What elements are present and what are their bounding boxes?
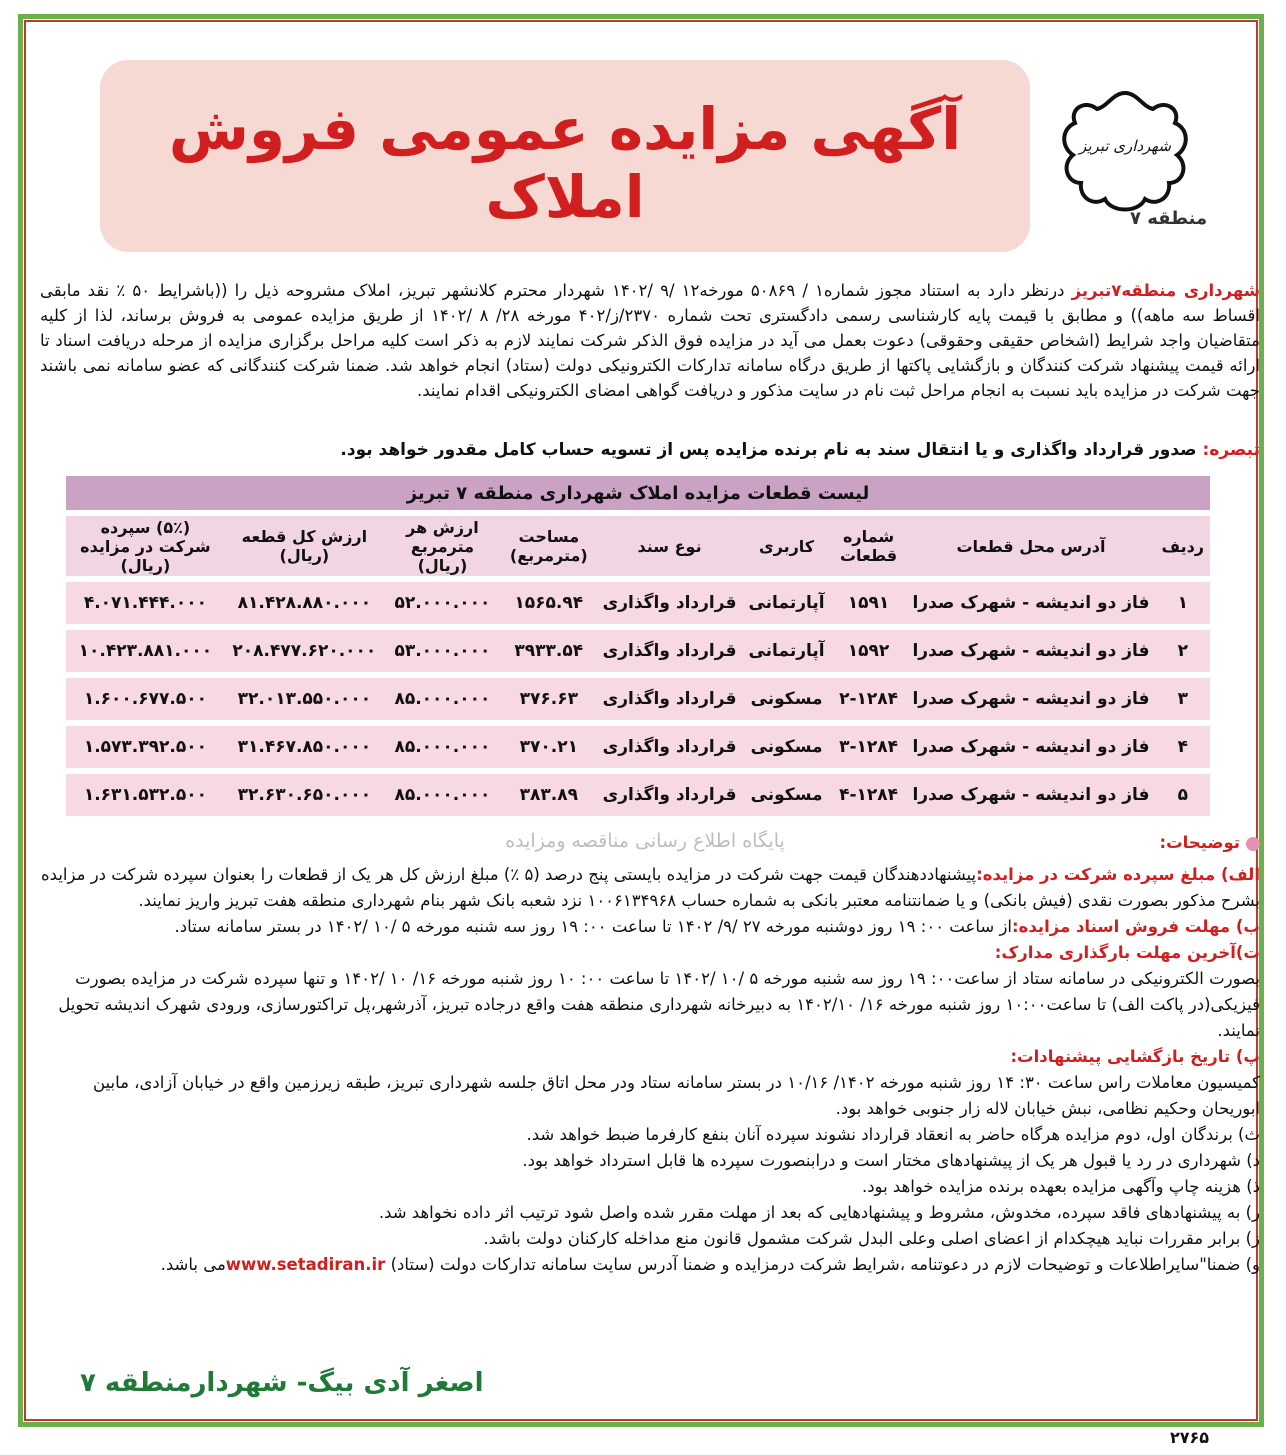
table-row — [66, 678, 1210, 720]
note-line — [40, 440, 1260, 460]
cell-usage: مسکونی — [742, 726, 830, 768]
cell-parcel-number: ۱۵۹۱ — [831, 582, 907, 624]
cell-total-value: ۳۲.۰۱۳.۵۵۰.۰۰۰ — [225, 678, 384, 720]
table-row — [66, 726, 1210, 768]
table-title: لیست قطعات مزایده املاک شهرداری منطقه ۷ تبریز — [66, 476, 1210, 510]
cell-area: ۳۹۳۳.۵۴ — [501, 630, 597, 672]
clause-a-label: الف) مبلغ سپرده شرکت در مزایده: — [976, 865, 1260, 884]
cell-area: ۱۵۶۵.۹۴ — [501, 582, 597, 624]
cell-row-number: ۲ — [1156, 630, 1210, 672]
descriptions-section — [40, 830, 1260, 1278]
cell-area: ۳۷۶.۶۳ — [501, 678, 597, 720]
cell-deposit: ۱.۵۷۳.۳۹۲.۵۰۰ — [66, 726, 225, 768]
cell-area: ۳۷۰.۲۱ — [501, 726, 597, 768]
last-clause-text: و) ضمنا"سایراطلاعات و توضیحات لازم در دعوتنامه ،شرایط شرکت درمزایده و ضمنا آدرس سایت سامانه تدارکات دولت (ستاد) — [390, 1255, 1260, 1274]
watermark: پایگاه اطلاع رسانی مناقصه ومزایده — [505, 830, 785, 852]
table-row — [66, 582, 1210, 624]
column-header: ارزش هر مترمربع (ریال) — [384, 516, 501, 576]
list-item: د) شهرداری در رد یا قبول هر یک از پیشنهادهای مختار است و درابنصورت سپرده ها قابل استرداد خواهد بود. — [522, 1151, 1260, 1170]
cell-price-per-meter: ۵۳.۰۰۰.۰۰۰ — [384, 630, 501, 672]
table-header-row — [66, 516, 1210, 576]
cell-deposit: ۱.۶۰۰.۶۷۷.۵۰۰ — [66, 678, 225, 720]
list-item: ث) برندگان اول، دوم مزایده هرگاه حاضر به انعقاد قرارداد نشوند سپرده آنان بنفع کارفرما ضبط خواهد شد. — [526, 1125, 1260, 1144]
intro-lead: شهرداری منطقه۷تبریز — [1071, 281, 1260, 300]
setadiran-link[interactable]: www.setadiran.ir — [225, 1255, 386, 1274]
cell-parcel-number: ۴-۱۲۸۴ — [831, 774, 907, 816]
cell-total-value: ۸۱.۴۲۸.۸۸۰.۰۰۰ — [225, 582, 384, 624]
cell-parcel-number: ۳-۱۲۸۴ — [831, 726, 907, 768]
column-header: ردیف — [1156, 516, 1210, 576]
cell-row-number: ۴ — [1156, 726, 1210, 768]
list-item: ر) به پیشنهادهای فاقد سپرده، مخدوش، مشروط و پیشنهادهایی که بعد از مهلت مقرر شده واصل شود ترتیب اثر داده نخواهد شد. — [378, 1203, 1260, 1222]
cell-deed-type: قرارداد واگذاری — [597, 726, 743, 768]
cell-address: فاز دو اندیشه - شهرک صدرا — [906, 582, 1155, 624]
last-clause-suffix: می باشد. — [160, 1255, 226, 1274]
cell-total-value: ۳۱.۴۶۷.۸۵۰.۰۰۰ — [225, 726, 384, 768]
list-item: ذ) هزینه چاپ وآگهی مزایده بعهده برنده مزایده خواهد بود. — [861, 1177, 1260, 1196]
properties-table — [66, 470, 1210, 822]
clause-d-text: کمیسیون معاملات راس ساعت ۳۰: ۱۴ روز شنبه مورخه ۱۴۰۲/ ۱۰/۱۶ در بستر سامانه ستاد ودر محل اتاق جلسه شهرداری تبریز، طبقه زیرزمین واقع در خیابان آزادی، مابین ابوریحان وحکیم نظامی، نبش خیابان لاله زار جنوبی خواهد بود. — [92, 1073, 1260, 1118]
column-header: آدرس محل قطعات — [906, 516, 1155, 576]
cell-total-value: ۲۰۸.۴۷۷.۶۲۰.۰۰۰ — [225, 630, 384, 672]
column-header: نوع سند — [597, 516, 743, 576]
page-number: ۲۷۶۵ — [1170, 1428, 1210, 1447]
cell-deposit: ۴.۰۷۱.۴۴۴.۰۰۰ — [66, 582, 225, 624]
cell-row-number: ۱ — [1156, 582, 1210, 624]
cell-area: ۳۸۳.۸۹ — [501, 774, 597, 816]
clause-d-label: پ) تاریخ بازگشایی پیشنهادات: — [1010, 1047, 1260, 1066]
cell-price-per-meter: ۸۵.۰۰۰.۰۰۰ — [384, 726, 501, 768]
cell-address: فاز دو اندیشه - شهرک صدرا — [906, 726, 1155, 768]
region-label: منطقه ۷ — [1130, 208, 1208, 229]
cell-deed-type: قرارداد واگذاری — [597, 630, 743, 672]
cell-total-value: ۳۲.۶۳۰.۶۵۰.۰۰۰ — [225, 774, 384, 816]
column-header: مساحت (مترمربع) — [501, 516, 597, 576]
cell-usage: مسکونی — [742, 774, 830, 816]
note-text: صدور قرارداد واگذاری و یا انتقال سند به نام برنده مزایده پس از تسویه حساب کامل مقدور خواهد بود. — [340, 440, 1197, 460]
cell-deposit: ۱.۶۳۱.۵۳۲.۵۰۰ — [66, 774, 225, 816]
clause-c-label: ت)آخرین مهلت بارگذاری مدارک: — [994, 943, 1260, 962]
cell-row-number: ۵ — [1156, 774, 1210, 816]
clause-b-label: ب) مهلت فروش اسناد مزایده: — [1012, 917, 1260, 936]
logo-text: شهرداری تبریز — [1079, 137, 1171, 155]
signature: اصغر آدی بیگ- شهردارمنطقه ۷ — [80, 1368, 484, 1398]
cell-parcel-number: ۲-۱۲۸۴ — [831, 678, 907, 720]
cell-address: فاز دو اندیشه - شهرک صدرا — [906, 774, 1155, 816]
note-label: تبصره: — [1202, 440, 1260, 460]
clause-a-text: پیشنهاددهندگان قیمت جهت شرکت در مزایده بایستی پنج درصد (۵ ٪) مبلغ ارزش کل هر یک از قطعات را بعنوان سپرده شرکت در مزایده بشرح مذکور بصورت نقدی (فیش بانکی) و یا ضمانتنامه معتبر بانکی به شماره حساب ۱۰۰۶۱۳۴۹۶۸ نزد شعبه بانک شهر بنام شهرداری منطقه هفت تبریز واریز نمایند. — [41, 865, 1260, 910]
column-header: کاربری — [742, 516, 830, 576]
bullet-dot-icon — [1246, 837, 1260, 851]
cell-deed-type: قرارداد واگذاری — [597, 582, 743, 624]
cell-usage: آپارتمانی — [742, 630, 830, 672]
cell-address: فاز دو اندیشه - شهرک صدرا — [906, 678, 1155, 720]
cell-address: فاز دو اندیشه - شهرک صدرا — [906, 630, 1155, 672]
cell-usage: مسکونی — [742, 678, 830, 720]
cell-deposit: ۱۰.۴۲۳.۸۸۱.۰۰۰ — [66, 630, 225, 672]
list-item: ز) برابر مقررات نباید هیچکدام از اعضای اصلی وعلی البدل شرکت مشمول قانون منع مداخله کارکنان دولت باشد. — [483, 1229, 1260, 1248]
column-header: شماره قطعات — [831, 516, 907, 576]
table-row — [66, 774, 1210, 816]
page-title: آگهی مزایده عمومی فروش املاک — [168, 95, 962, 231]
clause-c-text: بصورت الکترونیکی در سامانه ستاد از ساعت۰۰: ۱۹ روز سه شنبه مورخه ۵ /۱۰ /۱۴۰۲ تا ساعت ۰۰: ۱۰ روز شنبه مورخه ۱۶/ ۱۰ /۱۴۰۲ و تنها سپرده شرکت در مزایده بصورت فیزیکی(در پاکت الف) تا ساعت۱۰:۰۰ روز شنبه مورخه ۱۶/ ۱۴۰۲/۱۰ به دبیرخانه شهرداری منطقه هفت واقع درجاده تبریز، آذرشهر،پل تراکتورسازی، ورودی شهرک اندیشه تحویل نمایند. — [58, 969, 1260, 1040]
column-header: ارزش کل قطعه (ریال) — [225, 516, 384, 576]
cell-parcel-number: ۱۵۹۲ — [831, 630, 907, 672]
table-row — [66, 630, 1210, 672]
cell-deed-type: قرارداد واگذاری — [597, 678, 743, 720]
cell-row-number: ۳ — [1156, 678, 1210, 720]
cell-usage: آپارتمانی — [742, 582, 830, 624]
intro-paragraph — [40, 278, 1260, 403]
cell-deed-type: قرارداد واگذاری — [597, 774, 743, 816]
cell-price-per-meter: ۸۵.۰۰۰.۰۰۰ — [384, 678, 501, 720]
intro-body: درنظر دارد به استناد مجوز شماره۱ / ۵۰۸۶۹ مورخه۱۲ /۹ /۱۴۰۲ شهردار محترم کلانشهر تبریز، املاک مشروحه ذیل را ((باشرایط ۵۰ ٪ نقد مابقی اقساط سه ماهه)) و مطابق با قیمت پایه کارشناسی رسمی دادگستری تحت شماره ۲۳۷۰/ز/۴۰۲ مورخه ۲۸/ ۸ /۱۴۰۲ از طریق مزایده عمومی به فروش برساند، لذا از کلیه متقاضیان واجد شرایط (اشخاص حقیقی وحقوقی) دعوت بعمل می آید در مزایده فوق الذکر شرکت نمایند لازم به ذکر است کلیه مراحل برگزاری مزایده از مرحله دریافت اسناد تا ارائه قیمت پیشنهاد شرکت کنندگان و بازگشایی پاکتها از طریق درگاه سامانه تدارکات الکترونیکی دولت (ستاد) انجام خواهد شد. ضمنا شرکت کنندگانی که عضو سامانه نمی باشند جهت شرکت در مزایده باید نسبت به انجام مراحل ثبت نام در سایت مذکور و دریافت گواهی امضای الکترونیکی اقدام نمایند. — [40, 281, 1260, 400]
column-header: (۵٪) سپرده شرکت در مزایده (ریال) — [66, 516, 225, 576]
descriptions-heading: توضیحات: — [1159, 833, 1240, 852]
cell-price-per-meter: ۵۲.۰۰۰.۰۰۰ — [384, 582, 501, 624]
cell-price-per-meter: ۸۵.۰۰۰.۰۰۰ — [384, 774, 501, 816]
clause-b-text: از ساعت ۰۰: ۱۹ روز دوشنبه مورخه ۲۷ /۹/ ۱۴۰۲ تا ساعت ۰۰: ۱۹ روز سه شنبه مورخه ۵ /۱۰ /۱۴۰۲ در بستر سامانه ستاد. — [174, 917, 1013, 936]
